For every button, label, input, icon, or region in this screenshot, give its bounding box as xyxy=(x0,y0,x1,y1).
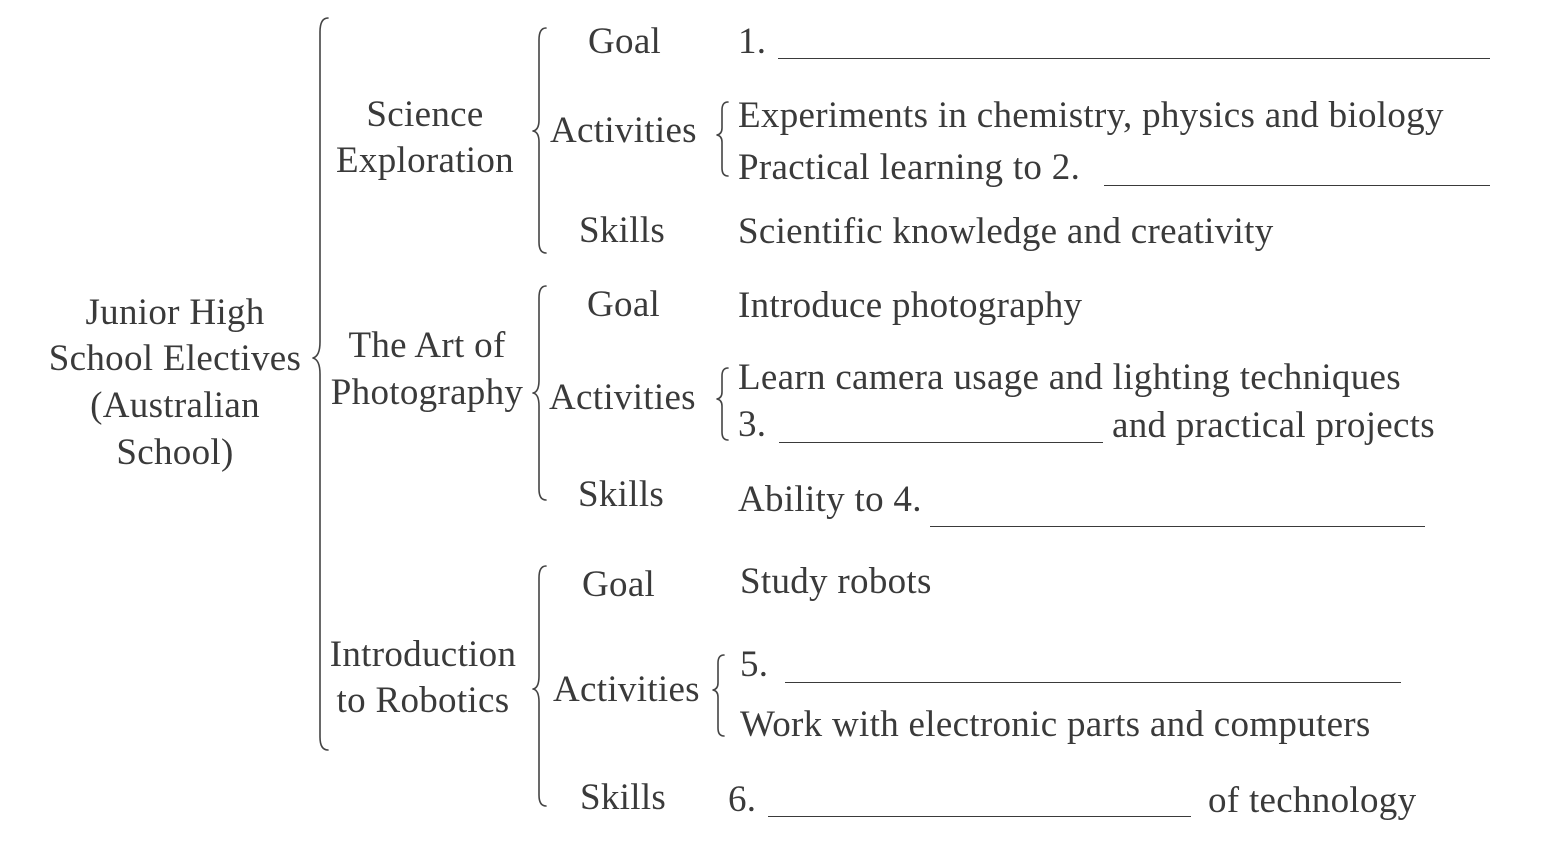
science-activity-2: Practical learning to 2. xyxy=(738,147,1081,188)
robotics-brace xyxy=(533,566,546,806)
science-goal-text: 1. xyxy=(738,21,767,62)
photography-goal-label: Goal xyxy=(587,284,661,325)
blank-6[interactable] xyxy=(768,816,1191,817)
photography-course-name-line1: The Art of xyxy=(348,325,506,366)
science-course-name-line1: Science xyxy=(366,94,484,135)
science-activities-brace xyxy=(717,102,728,176)
robotics-goal-label: Goal xyxy=(582,564,656,605)
photography-activities-brace xyxy=(717,368,728,440)
root-label-line4: School) xyxy=(116,432,234,473)
science-goal-label: Goal xyxy=(588,21,662,62)
blank-2[interactable] xyxy=(1104,185,1490,186)
robotics-activities-label: Activities xyxy=(553,669,700,710)
robotics-activity-2: Work with electronic parts and computers xyxy=(740,704,1371,745)
robotics-course-name-line1: Introduction xyxy=(329,634,517,675)
root-label-line3: (Australian xyxy=(90,385,260,426)
root-label-line2: School Electives xyxy=(48,338,302,379)
photography-activity-2-prefix: 3. xyxy=(738,404,767,445)
robotics-skills-prefix: 6. xyxy=(728,779,757,820)
robotics-activity-1: 5. xyxy=(740,644,769,685)
blank-5[interactable] xyxy=(785,682,1401,683)
photography-activity-2-suffix: and practical projects xyxy=(1112,405,1435,446)
photography-goal-text: Introduce photography xyxy=(738,285,1083,326)
blank-3[interactable] xyxy=(779,442,1103,443)
robotics-skills-label: Skills xyxy=(580,777,667,818)
robotics-goal-text: Study robots xyxy=(740,561,932,602)
science-skills-label: Skills xyxy=(579,210,666,251)
photography-skills-label: Skills xyxy=(578,474,665,515)
science-brace xyxy=(533,28,546,253)
root-label-line1: Junior High xyxy=(85,292,265,333)
blank-1[interactable] xyxy=(778,58,1490,59)
science-skills-text: Scientific knowledge and creativity xyxy=(738,211,1274,252)
photography-course-name-line2: Photography xyxy=(330,372,524,413)
robotics-activities-brace xyxy=(713,655,724,736)
photography-activity-1: Learn camera usage and lighting techniques xyxy=(738,357,1401,398)
science-activity-1: Experiments in chemistry, physics and biology xyxy=(738,95,1444,136)
robotics-course-name-line2: to Robotics xyxy=(336,680,510,721)
science-course-name-line2: Exploration xyxy=(336,140,514,181)
robotics-skills-suffix: of technology xyxy=(1208,780,1417,821)
blank-4[interactable] xyxy=(930,526,1425,527)
photography-activities-label: Activities xyxy=(549,377,696,418)
science-activities-label: Activities xyxy=(550,110,697,151)
photography-skills-text: Ability to 4. xyxy=(738,479,922,520)
photography-brace xyxy=(533,286,546,500)
